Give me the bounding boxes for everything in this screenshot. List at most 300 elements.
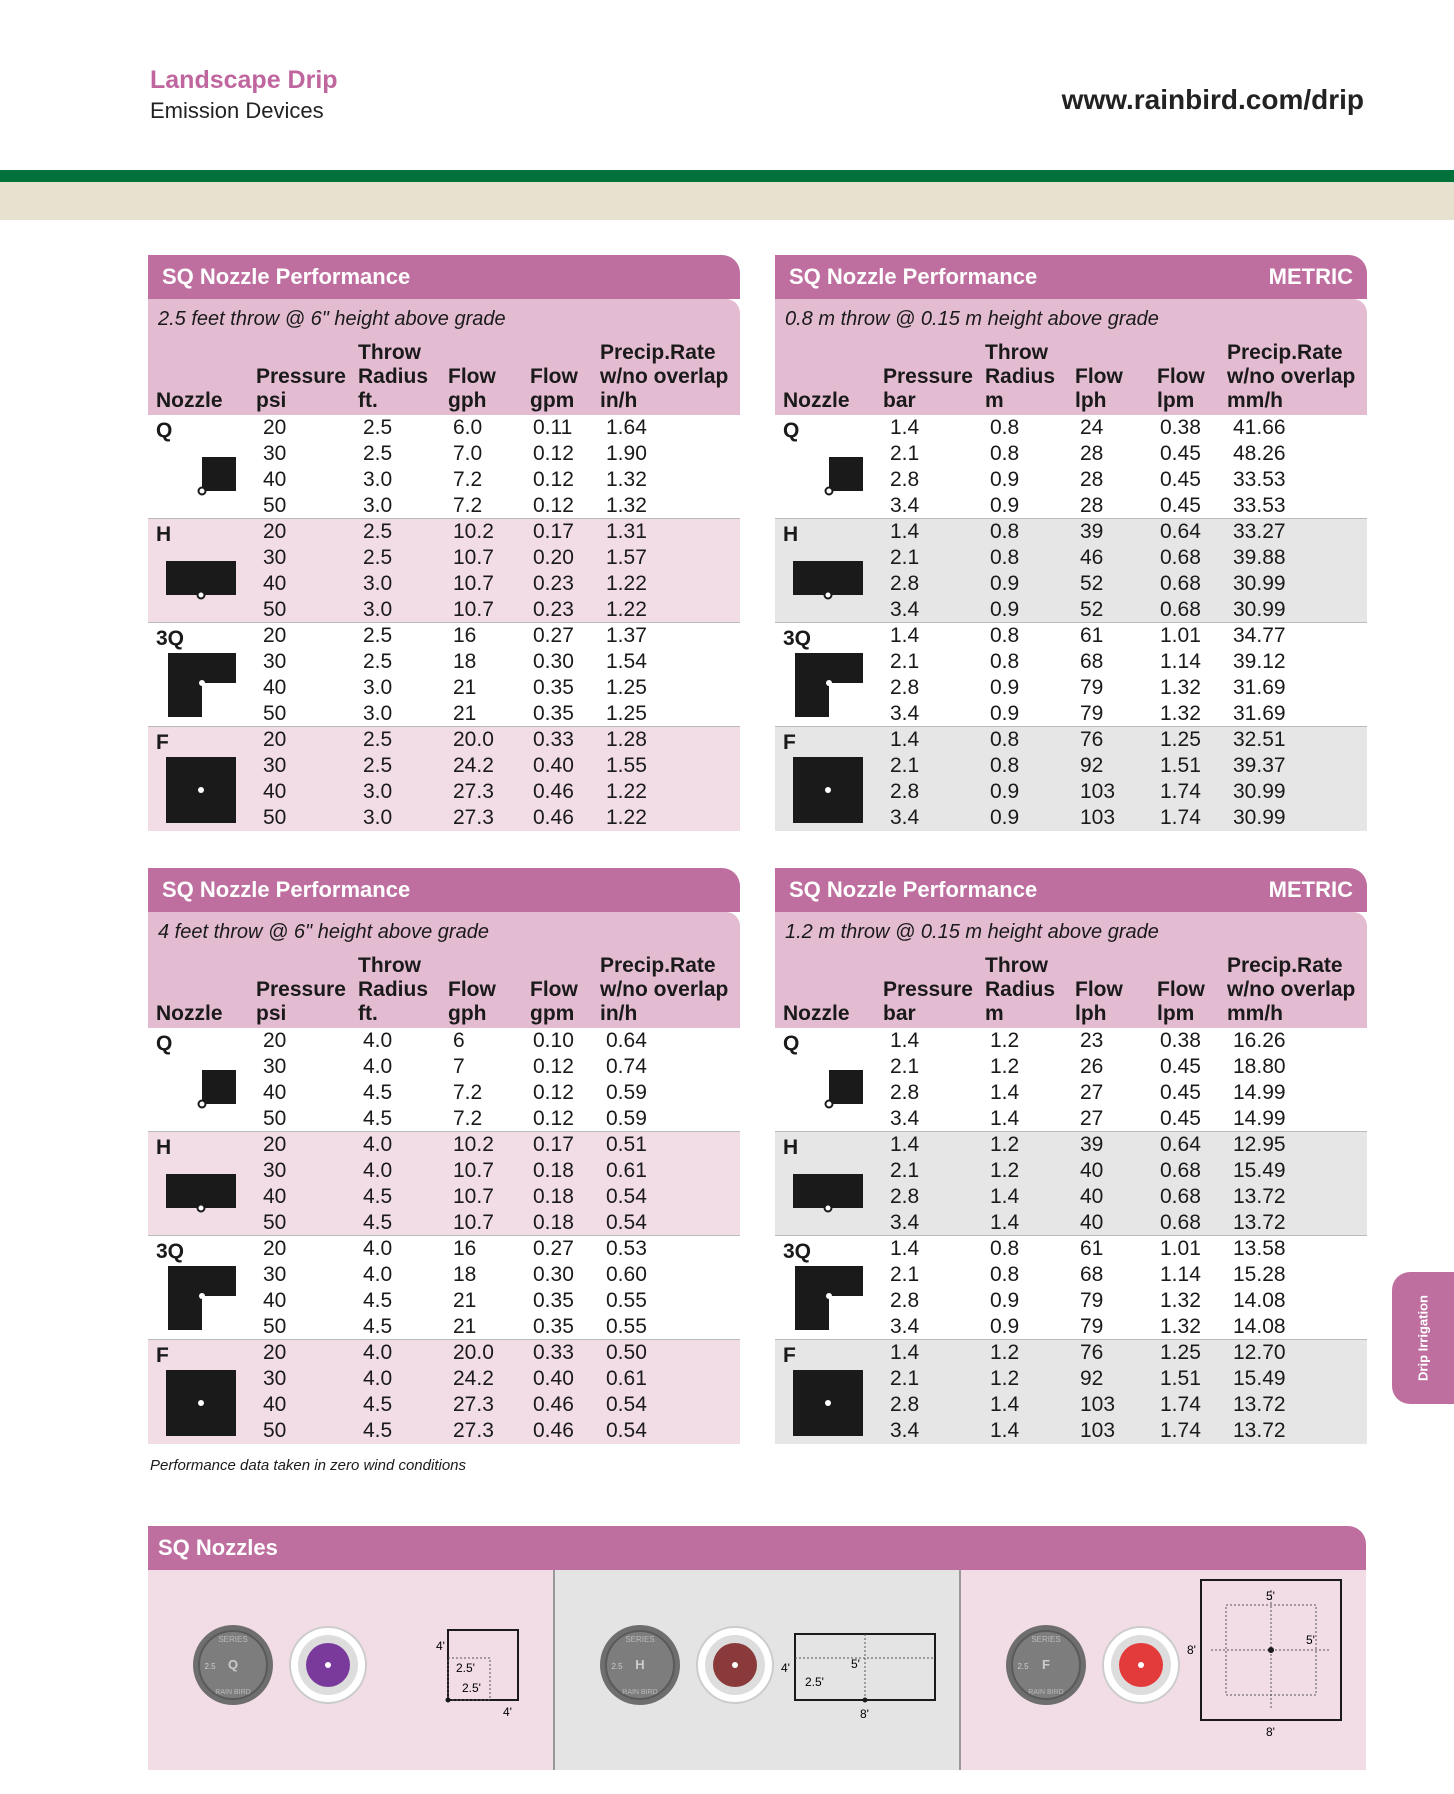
header-green-bar [0,170,1454,182]
table-cell: 4.0 [363,1263,393,1286]
table-cell: 40 [1080,1185,1104,1208]
table-cell: 1.32 [606,468,647,491]
table-cell: 1.54 [606,650,647,673]
nozzle-label: H [783,1136,799,1159]
nozzle-label: Q [783,1032,800,1055]
nozzle-label: Q [156,419,173,442]
column-headers [148,952,740,1028]
nozzle-insert-icon [1103,1627,1179,1703]
table-cell: 50 [263,494,287,517]
svg-text:RAIN BIRD: RAIN BIRD [215,1689,251,1696]
table-cell: 0.12 [533,442,574,465]
table-row [148,1262,740,1288]
table-cell: 2.5 [363,520,393,543]
table-cell: 0.74 [606,1055,647,1078]
table-cell: 1.2 [990,1029,1020,1052]
table-cell: 3.0 [363,598,393,621]
svg-text:SERIES: SERIES [218,1635,248,1644]
table-row [775,649,1367,675]
table-cell: 68 [1080,1263,1104,1286]
table-cell: 2.8 [890,1081,920,1104]
table-row [148,779,740,805]
table-cell: 27.3 [453,1393,494,1416]
nozzle-label: 3Q [156,1240,185,1263]
column-header: Pressure bar [883,978,973,1025]
panel-body [148,1570,1366,1770]
table-cell: 40 [263,1081,287,1104]
table-cell: 1.22 [606,572,647,595]
table-row [775,493,1367,519]
table-row [775,415,1367,441]
table-cell: 0.18 [533,1159,574,1182]
table-cell: 1.4 [990,1185,1020,1208]
table-cell: 24.2 [453,754,494,777]
svg-text:2.5': 2.5' [804,1675,824,1689]
table-title: SQ Nozzle Performance [162,877,411,902]
table-row [148,493,740,519]
table-cell: 30 [263,442,287,465]
spacing-diagram [436,1630,518,1719]
table-cell: 1.4 [890,1133,920,1156]
table-cell: 1.64 [606,416,647,439]
table-cell: 40 [263,1393,287,1416]
table-cell: 30.99 [1233,780,1286,803]
column-header: Flow gpm [530,365,578,412]
column-headers [148,339,740,415]
table-row [775,1106,1367,1132]
table-row [148,1028,740,1054]
table-title: SQ Nozzle Performance [162,264,411,289]
table-cell: 2.1 [890,1055,920,1078]
column-header: Pressure psi [256,365,346,412]
table-cell: 0.68 [1160,598,1201,621]
table-cell: 2.8 [890,572,920,595]
table-cell: 1.22 [606,598,647,621]
table-cell: 0.38 [1160,416,1201,439]
performance-table [775,255,1367,831]
table-row [148,675,740,701]
table-cell: 13.58 [1233,1237,1286,1260]
table-row [148,545,740,571]
table-cell: 39.88 [1233,546,1286,569]
svg-text:Q: Q [227,1657,239,1672]
nozzle-cell [961,1570,1366,1770]
table-cell: 0.33 [533,728,574,751]
table-cell: 0.30 [533,1263,574,1286]
table-cell: 0.38 [1160,1029,1201,1052]
table-cell: 0.8 [990,520,1020,543]
performance-table [775,868,1367,1444]
table-cell: 50 [263,702,287,725]
table-cell: 1.4 [990,1081,1020,1104]
table-cell: 1.28 [606,728,647,751]
table-cell: 7.2 [453,468,483,491]
table-title-bar [775,868,1367,912]
table-cell: 0.64 [1160,520,1201,543]
column-header: Precip.Rate w/no overlap mm/h [1227,954,1356,1025]
table-cell: 7.2 [453,1081,483,1104]
table-cell: 14.08 [1233,1289,1286,1312]
table-cell: 0.33 [533,1341,574,1364]
nozzle-group [775,623,1367,727]
table-cell: 15.49 [1233,1159,1286,1182]
svg-text:SERIES: SERIES [625,1635,655,1644]
nozzle-label: Q [156,1032,173,1055]
table-cell: 0.68 [1160,1185,1201,1208]
table-cell: 4.0 [363,1237,393,1260]
table-title-bar [148,255,740,299]
table-cell: 0.45 [1160,468,1201,491]
table-row [775,519,1367,545]
table-cell: 20 [263,624,287,647]
table-cell: 15.28 [1233,1263,1286,1286]
table-cell: 21 [453,1315,477,1338]
table-cell: 0.59 [606,1107,647,1130]
nozzle-label: H [156,1136,172,1159]
table-cell: 21 [453,702,477,725]
side-tab[interactable] [1392,1272,1454,1404]
table-cell: 0.8 [990,1237,1020,1260]
nozzle-group [148,1236,740,1340]
table-cell: 6 [453,1029,465,1052]
nozzle-illustration [555,1570,959,1770]
table-cell: 1.2 [990,1367,1020,1390]
table-cell: 3.0 [363,468,393,491]
table-title: SQ Nozzle Performance [789,264,1038,289]
nozzle-group [775,1132,1367,1236]
table-cell: 10.7 [453,1211,494,1234]
table-cell: 39.12 [1233,650,1286,673]
table-cell: 0.54 [606,1393,647,1416]
table-cell: 10.2 [453,520,494,543]
table-cell: 20.0 [453,728,494,751]
table-cell: 0.40 [533,1367,574,1390]
table-row [148,1158,740,1184]
table-row [775,753,1367,779]
table-cell: 0.18 [533,1185,574,1208]
table-cell: 2.8 [890,1393,920,1416]
table-cell: 0.8 [990,754,1020,777]
column-headers [775,339,1367,415]
table-cell: 2.5 [363,728,393,751]
nozzle-cap-icon [600,1625,680,1705]
nozzle-label: 3Q [156,627,185,650]
table-cell: 50 [263,1107,287,1130]
nozzle-group [148,415,740,519]
table-cell: 31.69 [1233,702,1286,725]
table-cell: 1.22 [606,806,647,829]
table-row [148,1210,740,1236]
table-cell: 76 [1080,728,1104,751]
table-cell: 2.5 [363,442,393,465]
table-cell: 2.5 [363,546,393,569]
table-cell: 1.4 [890,728,920,751]
table-cell: 41.66 [1233,416,1286,439]
table-cell: 79 [1080,702,1104,725]
table-cell: 31.69 [1233,676,1286,699]
table-cell: 79 [1080,1289,1104,1312]
table-cell: 40 [263,468,287,491]
table-cell: 1.4 [890,520,920,543]
table-cell: 4.5 [363,1107,393,1130]
table-cell: 50 [263,1211,287,1234]
svg-text:5': 5' [850,1657,860,1671]
table-cell: 30.99 [1233,806,1286,829]
column-header: Flow lph [1075,978,1123,1025]
table-cell: 3.0 [363,780,393,803]
svg-text:4': 4' [503,1705,512,1719]
table-cell: 52 [1080,598,1104,621]
svg-text:RAIN BIRD: RAIN BIRD [621,1689,658,1696]
table-row [148,441,740,467]
table-cell: 61 [1080,1237,1104,1260]
table-cell: 30.99 [1233,572,1286,595]
table-cell: 1.14 [1160,650,1201,673]
table-cell: 27.3 [453,806,494,829]
table-row [148,519,740,545]
table-cell: 0.61 [606,1159,647,1182]
table-cell: 40 [1080,1211,1104,1234]
table-cell: 13.72 [1233,1393,1286,1416]
table-cell: 1.01 [1160,1237,1201,1260]
table-cell: 92 [1080,754,1104,777]
table-cell: 3.4 [890,1419,920,1442]
nozzle-group [775,1236,1367,1340]
table-cell: 3.4 [890,1211,920,1234]
svg-text:8': 8' [1187,1643,1197,1657]
table-cell: 0.68 [1160,572,1201,595]
table-cell: 4.0 [363,1133,393,1156]
table-cell: 30 [263,1263,287,1286]
table-cell: 1.4 [890,1341,920,1364]
table-cell: 79 [1080,1315,1104,1338]
table-row [775,1340,1367,1366]
table-row [148,597,740,623]
nozzle-label: F [783,1344,796,1367]
table-cell: 1.4 [990,1393,1020,1416]
table-cell: 0.46 [533,780,574,803]
table-cell: 15.49 [1233,1367,1286,1390]
table-cell: 0.8 [990,728,1020,751]
table-row [775,1054,1367,1080]
table-row [148,467,740,493]
table-cell: 39 [1080,1133,1104,1156]
table-cell: 27 [1080,1107,1104,1130]
column-header: Flow gph [448,365,496,412]
table-title: SQ Nozzle Performance [789,877,1038,902]
table-cell: 10.7 [453,572,494,595]
table-cell: 61 [1080,624,1104,647]
table-cell: 0.9 [990,598,1020,621]
table-row [775,545,1367,571]
table-row [775,805,1367,831]
table-cell: 20 [263,1237,287,1260]
table-cell: 7 [453,1055,465,1078]
nozzle-group [775,1028,1367,1132]
table-cell: 0.17 [533,1133,574,1156]
table-cell: 33.27 [1233,520,1286,543]
table-cell: 4.5 [363,1185,393,1208]
table-cell: 30 [263,1055,287,1078]
table-cell: 48.26 [1233,442,1286,465]
spacing-diagram [781,1634,935,1721]
column-header: Nozzle [783,1002,850,1025]
table-cell: 0.68 [1160,1211,1201,1234]
table-cell: 3.0 [363,676,393,699]
table-cell: 12.70 [1233,1341,1286,1364]
table-condition: 2.5 feet throw @ 6" height above grade [148,299,740,339]
table-cell: 1.4 [990,1419,1020,1442]
table-row [775,1210,1367,1236]
column-header: Flow lpm [1157,978,1205,1025]
column-header: Precip.Rate w/no overlap in/h [600,954,729,1025]
column-header: Throw Radius m [985,954,1056,1025]
table-cell: 4.5 [363,1289,393,1312]
table-cell: 2.8 [890,1185,920,1208]
table-cell: 30 [263,650,287,673]
svg-text:2.5: 2.5 [204,1662,216,1671]
table-cell: 0.54 [606,1419,647,1442]
table-cell: 16.26 [1233,1029,1286,1052]
table-cell: 0.12 [533,1107,574,1130]
table-cell: 12.95 [1233,1133,1286,1156]
table-cell: 4.5 [363,1419,393,1442]
svg-text:8': 8' [859,1707,869,1721]
table-cell: 0.46 [533,806,574,829]
svg-text:F: F [1042,1657,1051,1672]
table-cell: 1.37 [606,624,647,647]
table-cell: 4.0 [363,1341,393,1364]
spacing-diagram [1187,1580,1341,1739]
site-url[interactable]: www.rainbird.com/drip [1061,84,1364,115]
nozzle-group [775,1340,1367,1444]
table-cell: 34.77 [1233,624,1286,647]
table-row [775,441,1367,467]
column-header: Precip.Rate w/no overlap mm/h [1227,341,1356,412]
table-row [775,467,1367,493]
table-cell: 1.4 [890,1237,920,1260]
table-cell: 4.5 [363,1315,393,1338]
table-cell: 23 [1080,1029,1104,1052]
table-cell: 13.72 [1233,1419,1286,1442]
table-cell: 18.80 [1233,1055,1286,1078]
table-cell: 1.22 [606,780,647,803]
brand-title: Landscape Drip [150,66,338,94]
svg-text:4': 4' [436,1639,445,1653]
nozzle-label: 3Q [783,1240,812,1263]
table-cell: 40 [263,572,287,595]
table-cell: 2.8 [890,468,920,491]
nozzle-group [148,623,740,727]
table-row [148,1340,740,1366]
table-cell: 1.32 [1160,1289,1201,1312]
table-row [148,1366,740,1392]
table-row [148,1184,740,1210]
table-cell: 0.60 [606,1263,647,1286]
table-cell: 2.1 [890,754,920,777]
table-row [775,623,1367,649]
table-cell: 6.0 [453,416,483,439]
table-cell: 0.12 [533,1081,574,1104]
table-cell: 27 [1080,1081,1104,1104]
table-cell: 10.7 [453,546,494,569]
table-row [775,727,1367,753]
nozzle-group [148,1028,740,1132]
table-row [775,1262,1367,1288]
sq-nozzles-panel [148,1526,1366,1770]
table-cell: 28 [1080,442,1104,465]
table-cell: 30 [263,1367,287,1390]
table-row [775,1080,1367,1106]
nozzle-group [148,519,740,623]
table-cell: 1.32 [606,494,647,517]
table-cell: 0.11 [533,416,573,439]
svg-text:2.5: 2.5 [611,1662,623,1671]
table-row [148,571,740,597]
table-row [148,1106,740,1132]
table-cell: 21 [453,676,477,699]
table-cell: 32.51 [1233,728,1286,751]
table-cell: 0.45 [1160,494,1201,517]
table-cell: 16 [453,1237,477,1260]
table-condition: 0.8 m throw @ 0.15 m height above grade [775,299,1367,339]
table-cell: 40 [1080,1159,1104,1182]
table-cell: 39.37 [1233,754,1286,777]
table-cell: 1.14 [1160,1263,1201,1286]
table-cell: 0.8 [990,442,1020,465]
table-cell: 1.4 [890,624,920,647]
table-cell: 21 [453,1289,477,1312]
table-cell: 1.74 [1160,806,1201,829]
table-cell: 1.2 [990,1055,1020,1078]
nozzle-label: H [783,523,799,546]
table-row [775,1158,1367,1184]
table-cell: 3.4 [890,1107,920,1130]
table-cell: 4.0 [363,1055,393,1078]
column-header: Flow gph [448,978,496,1025]
table-row [148,753,740,779]
table-cell: 1.2 [990,1159,1020,1182]
svg-text:4': 4' [780,1661,790,1675]
table-cell: 0.45 [1160,442,1201,465]
table-cell: 26 [1080,1055,1104,1078]
table-cell: 1.2 [990,1133,1020,1156]
table-cell: 0.9 [990,702,1020,725]
footnote: Performance data taken in zero wind conditions [150,1457,467,1474]
table-row [148,805,740,831]
table-cell: 0.45 [1160,1107,1201,1130]
table-cell: 50 [263,806,287,829]
table-cell: 79 [1080,676,1104,699]
table-cell: 0.8 [990,1263,1020,1286]
table-cell: 0.50 [606,1341,647,1364]
table-row [148,727,740,753]
column-headers [775,952,1367,1028]
table-cell: 2.1 [890,1367,920,1390]
table-cell: 1.4 [990,1211,1020,1234]
table-cell: 1.25 [1160,1341,1201,1364]
table-row [148,1132,740,1158]
table-cell: 16 [453,624,477,647]
table-cell: 0.35 [533,676,574,699]
nozzle-group [775,519,1367,623]
table-cell: 103 [1080,806,1116,829]
table-row [775,1314,1367,1340]
table-cell: 20 [263,728,287,751]
table-row [775,571,1367,597]
table-cell: 4.5 [363,1211,393,1234]
table-cell: 0.45 [1160,1081,1201,1104]
